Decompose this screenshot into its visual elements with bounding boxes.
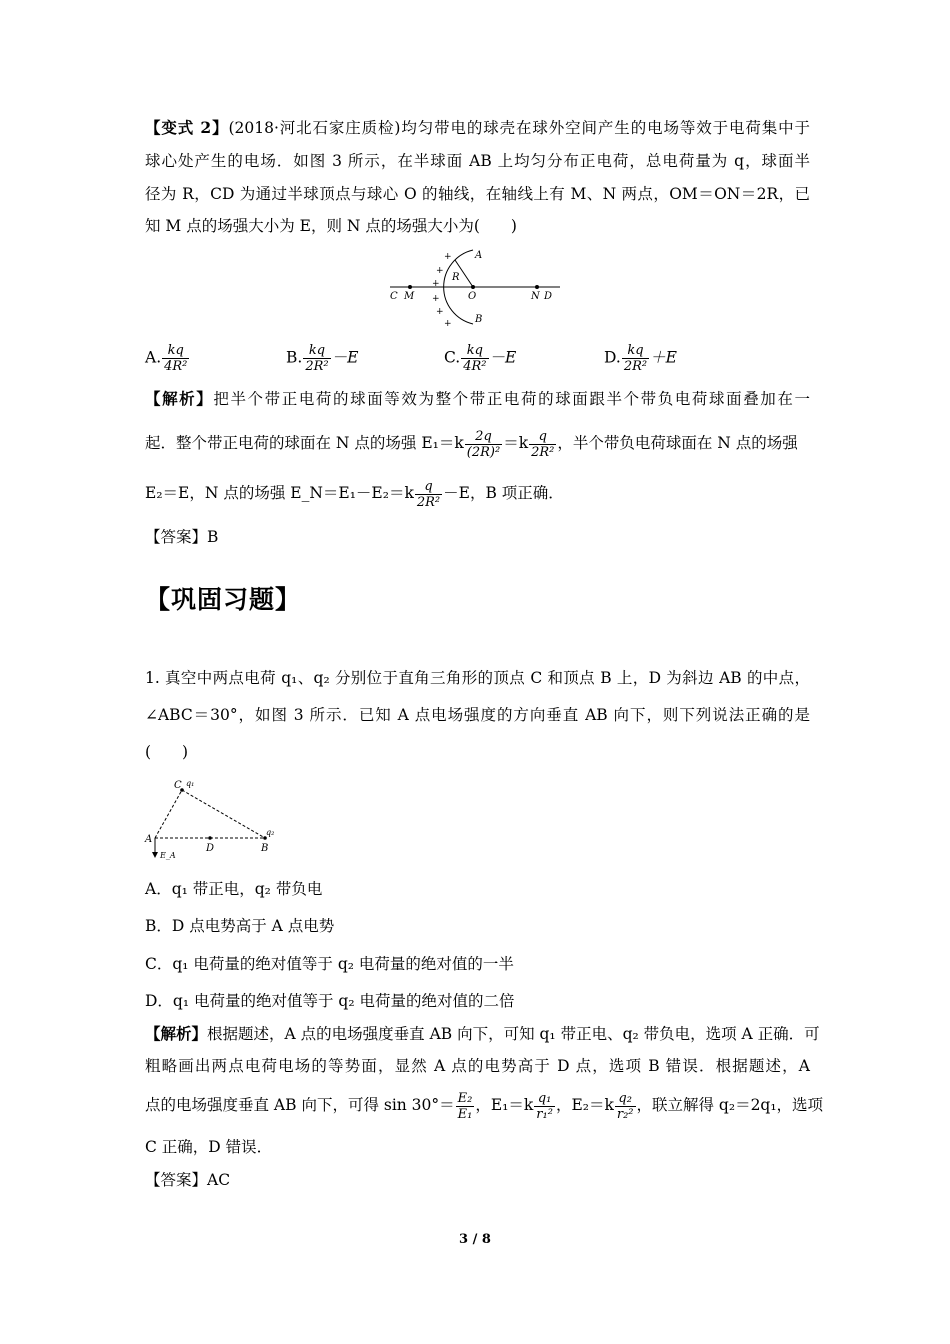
analysis-fraction: $\frac{2q}{\text{(2R)²}}$: [466, 428, 501, 460]
q1-analysis-tag: 【解析】: [145, 1024, 208, 1043]
label-b: B: [475, 314, 483, 325]
q1-option-a: A．q₁ 带正电，q₂ 带负电: [145, 880, 323, 898]
option-a: A. $\frac{kq}{\text{4R²}}$: [145, 343, 188, 374]
analysis-tag: 【解析】: [145, 389, 214, 408]
section-title: 【巩固习题】: [145, 585, 302, 614]
label-d: D: [544, 291, 553, 302]
point-n: [535, 285, 539, 289]
label-b: B: [261, 843, 269, 854]
option-d: D. $\frac{kq}{\text{2R²}}$ ＋E: [604, 343, 677, 374]
q1-option-b: B．D 点电势高于 A 点电势: [145, 917, 335, 935]
page-number: 3 / 8: [459, 1232, 491, 1247]
q1-option-c: C．q₁ 电荷量的绝对值等于 q₂ 电荷量的绝对值的一半: [145, 955, 514, 973]
variant2-analysis1: 【解析】把半个带正电荷的球面等效为整个带正电荷的球面跟半个带负电荷球面叠加在一: [145, 389, 810, 408]
plus-charge: +: [432, 294, 440, 304]
triangle-figure: [140, 772, 290, 864]
side-ac: [155, 790, 182, 838]
plus-charge: +: [436, 266, 444, 276]
q1-option-d: D．q₁ 电荷量的绝对值等于 q₂ 电荷量的绝对值的二倍: [145, 992, 515, 1010]
option-b-fraction: $\frac{kq}{\text{2R²}}$: [305, 343, 329, 374]
q1-analysis4: C 正确，D 错误．: [145, 1138, 273, 1156]
analysis-fraction: $\frac{\text{E₂}}{\text{E₁}}$: [457, 1090, 473, 1122]
label-q2: q₂: [266, 828, 275, 837]
label-ea: E_A: [160, 851, 176, 860]
variant2-line2: 球心处产生的电场．如图 3 所示，在半球面 AB 上均匀分布正电荷，总电荷量为 q，球面半: [145, 152, 810, 170]
variant2-options: [145, 343, 810, 377]
point-o: [471, 285, 475, 289]
option-c: C. $\frac{kq}{\text{4R²}}$ －E: [444, 343, 517, 374]
variant2-analysis3: E₂＝E，N 点的场强 E_N＝E₁－E₂＝k $\frac{q}{\text{2R²}}$ －E，B 项正确．: [145, 478, 564, 510]
analysis-fraction: $\frac{q}{\text{2R²}}$: [416, 478, 441, 510]
label-m: M: [404, 291, 415, 302]
variant2-source: (2018·河北石家庄质检): [228, 119, 401, 137]
analysis-fraction: $\frac{\text{q₁}}{\text{r₁²}}$: [536, 1090, 553, 1122]
label-o: O: [468, 291, 477, 302]
label-c: C: [390, 291, 398, 302]
label-a: A: [475, 250, 483, 261]
option-b: B. $\frac{kq}{\text{2R²}}$ －E: [286, 343, 359, 374]
variant2-line4: 知 M 点的场强大小为 E，则 N 点的场强大小为( ): [145, 217, 517, 235]
plus-charge: +: [444, 252, 452, 262]
q1-analysis3: 点的电场强度垂直 AB 向下，可得 sin 30°＝ $\frac{\text{E₂}}{\text{E₁}}$ ，E₁＝k $\frac{\text{q₁}}{\text{r₁²}}$ ，E₂＝k $\frac{\text{q₂}}{\text{r₂²}}$ ，联立解得 q₂＝2q₁，选项: [145, 1090, 824, 1122]
option-d-fraction: $\frac{kq}{\text{2R²}}$: [623, 343, 648, 374]
plus-charge: +: [444, 319, 452, 329]
label-a: A: [145, 834, 153, 845]
field-arrow-head: [152, 852, 158, 858]
q1-line3: ( ): [145, 743, 189, 761]
variant2-answer: 【答案】B: [145, 528, 219, 546]
option-c-fraction: $\frac{kq}{\text{4R²}}$: [463, 343, 487, 374]
hemisphere-figure: [380, 242, 570, 332]
label-n: N: [531, 291, 540, 302]
side-cb: [182, 790, 265, 838]
label-q1: q₁: [186, 779, 195, 788]
q1-analysis2: 粗略画出两点电荷电场的等势面，显然 A 点的电势高于 D 点，选项 B 错误．根据题述，A: [145, 1057, 810, 1075]
variant2-tag: 【变式 2】: [145, 118, 229, 137]
variant2-analysis2: 起．整个带正电荷的球面在 N 点的场强 E₁＝k $\frac{2q}{\text{(2R)²}}$ ＝k $\frac{q}{\text{2R²}}$ ，半个带负电荷球面在 N 点的场强: [145, 428, 798, 460]
label-c: C: [174, 780, 182, 791]
variant2-line3: 径为 R，CD 为通过半球顶点与球心 O 的轴线，在轴线上有 M、N 两点，OM＝ON＝2R，已: [145, 185, 810, 203]
analysis-fraction: $\frac{\text{q₂}}{\text{r₂²}}$: [616, 1090, 634, 1122]
q1-line1: 1. 真空中两点电荷 q₁、q₂ 分别位于直角三角形的顶点 C 和顶点 B 上，D 为斜边 AB 的中点，: [145, 669, 810, 687]
q1-analysis1: 【解析】根据题述，A 点的电场强度垂直 AB 向下，可知 q₁ 带正电、q₂ 带负电，选项 A 正确．可: [145, 1024, 820, 1043]
q1-line2: ∠ABC＝30°，如图 3 所示．已知 A 点电场强度的方向垂直 AB 向下，则下列说法正确的是: [145, 706, 810, 724]
point-m: [408, 285, 412, 289]
variant2-line1: [145, 118, 810, 138]
analysis-fraction: $\frac{q}{\text{2R²}}$: [531, 428, 555, 460]
plus-charge: +: [432, 279, 440, 289]
q1-answer: 【答案】AC: [145, 1171, 231, 1189]
label-d: D: [206, 843, 215, 854]
plus-charge: +: [436, 307, 444, 317]
point-d: [208, 836, 212, 840]
variant2-text1: 均匀带电的球壳在球外空间产生的电场等效于电荷集中于: [400, 119, 810, 137]
label-r: R: [452, 272, 460, 283]
option-a-fraction: $\frac{kq}{\text{4R²}}$: [164, 343, 188, 374]
